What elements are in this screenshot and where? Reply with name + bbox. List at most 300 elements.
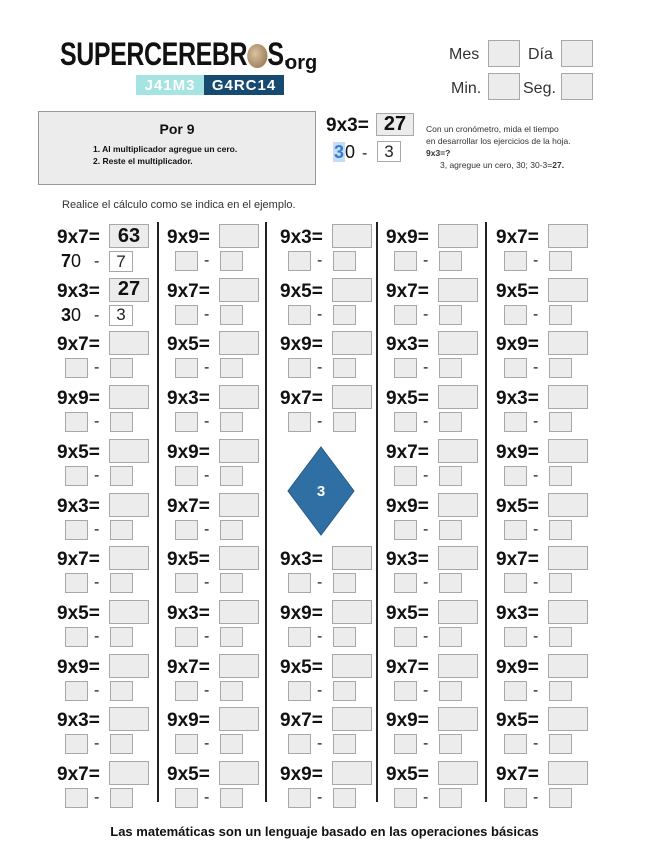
minus-sign: -	[204, 359, 210, 377]
subtract-box[interactable]	[220, 466, 243, 486]
exercise-expression: 9x7=	[386, 280, 429, 302]
exercise-expression: 9x5=	[496, 280, 539, 302]
example-digit: 3	[334, 142, 345, 162]
logo-text: SUPERCEREBR	[60, 36, 248, 72]
exercise-expression: 9x9=	[386, 710, 429, 732]
exercise-expression: 9x7=	[386, 441, 429, 463]
example-zero: 0	[345, 142, 356, 162]
number-box[interactable]	[504, 573, 527, 593]
exercise-expression: 9x3=	[280, 227, 323, 248]
exercise-expression: 9x7=	[496, 764, 539, 785]
answer-box[interactable]	[219, 331, 259, 355]
logo-text-end: S.	[267, 36, 291, 72]
example-expression: 9x3=	[326, 115, 369, 136]
answer-box[interactable]	[332, 654, 372, 678]
answer-box[interactable]	[548, 654, 588, 678]
minus-sign: -	[204, 574, 210, 592]
answer-box[interactable]	[332, 278, 372, 302]
number-box[interactable]	[288, 412, 311, 432]
minus-sign: -	[533, 627, 539, 645]
subtract-box[interactable]	[549, 681, 572, 701]
exercise-expression: 9x9=	[496, 441, 539, 463]
exercise-expression: 9x5=	[57, 602, 100, 624]
subtract-box[interactable]	[439, 734, 462, 754]
minus-sign: -	[204, 413, 210, 431]
answer-box[interactable]	[438, 654, 478, 678]
exercise-expression: 9x3=	[167, 602, 210, 624]
answer-box[interactable]	[219, 493, 259, 517]
seg-field[interactable]	[561, 73, 593, 100]
subtract-box[interactable]	[110, 573, 133, 593]
exercise-answer: 27	[109, 278, 149, 302]
answer-box[interactable]	[219, 707, 259, 731]
answer-box[interactable]	[219, 385, 259, 409]
answer-box[interactable]	[438, 278, 478, 302]
exercise-expression: 9x7=	[57, 334, 100, 356]
subtract-box[interactable]	[439, 573, 462, 593]
minus-sign: -	[204, 681, 210, 699]
number-box[interactable]	[394, 681, 417, 701]
minus-sign: -	[533, 359, 539, 377]
exercise-expression: 9x5=	[496, 495, 539, 517]
subtract-box[interactable]	[439, 412, 462, 432]
minus-sign: -	[533, 252, 539, 269]
number-box[interactable]	[504, 788, 527, 808]
subtract-box[interactable]	[220, 573, 243, 593]
exercise-expression: 9x5=	[280, 280, 323, 302]
subtract-box[interactable]	[110, 520, 133, 540]
minus-sign: -	[94, 735, 100, 753]
number-box[interactable]	[65, 520, 88, 540]
exercise-answer: 63	[109, 224, 149, 248]
number-box[interactable]	[175, 412, 198, 432]
subtract-box[interactable]	[220, 251, 243, 271]
exercise-expression: 9x9=	[57, 388, 100, 410]
number-box[interactable]	[175, 627, 198, 647]
subtract-box[interactable]	[333, 788, 356, 808]
number-box[interactable]	[394, 788, 417, 808]
answer-box[interactable]	[109, 761, 149, 785]
answer-box[interactable]	[219, 654, 259, 678]
subtract-box[interactable]	[333, 412, 356, 432]
subtract-box[interactable]	[439, 251, 462, 271]
number-box[interactable]	[504, 627, 527, 647]
minus-sign: -	[533, 681, 539, 699]
exercise-expression: 9x9=	[496, 656, 539, 678]
minus-sign: -	[204, 735, 210, 753]
number-box[interactable]	[175, 520, 198, 540]
worked-sub-box: 7	[109, 251, 133, 272]
number-box[interactable]	[288, 788, 311, 808]
exercise-expression: 9x3=	[57, 710, 100, 732]
subtract-box[interactable]	[439, 627, 462, 647]
subtract-box[interactable]	[439, 520, 462, 540]
answer-box[interactable]	[438, 331, 478, 355]
answer-box[interactable]	[332, 546, 372, 570]
minus-sign: -	[94, 574, 100, 592]
number-box[interactable]	[394, 251, 417, 271]
answer-box[interactable]	[109, 439, 149, 463]
note-line-2: en desarrollar los ejercicios de la hoja.	[426, 136, 571, 146]
answer-box[interactable]	[109, 385, 149, 409]
example-sub-box: 3	[377, 141, 401, 162]
answer-box[interactable]	[548, 707, 588, 731]
minus-sign: -	[533, 413, 539, 431]
answer-box[interactable]	[109, 600, 149, 624]
minus-sign: -	[533, 520, 539, 538]
exercise-expression: 9x9=	[280, 602, 323, 624]
minus-sign: -	[317, 627, 323, 645]
worked-number: 30	[61, 304, 82, 325]
exercise-expression: 9x7=	[57, 549, 100, 571]
minus-sign: -	[423, 413, 429, 431]
exercise-expression: 9x7=	[280, 710, 323, 732]
answer-box[interactable]	[438, 761, 478, 785]
number-box[interactable]	[288, 573, 311, 593]
minus-sign: -	[533, 574, 539, 592]
minus-sign: -	[204, 789, 210, 806]
footer-text: Las matemáticas son un lenguaje basado en las operaciones básicas	[110, 824, 539, 839]
answer-box[interactable]	[438, 385, 478, 409]
answer-box[interactable]	[332, 224, 372, 248]
number-box[interactable]	[288, 627, 311, 647]
exercise-expression: 9x7=	[167, 280, 210, 302]
logo-tag-right: G4RC14	[204, 75, 284, 95]
number-box[interactable]	[504, 520, 527, 540]
instructions-title: Por 9	[159, 121, 195, 137]
worked-number: 70	[61, 251, 82, 271]
exercise-expression: 9x9=	[167, 710, 210, 732]
number-box[interactable]	[394, 734, 417, 754]
answer-box[interactable]	[548, 600, 588, 624]
number-box[interactable]	[175, 573, 198, 593]
answer-box[interactable]	[438, 439, 478, 463]
exercise-expression: 9x7=	[496, 227, 539, 248]
answer-box[interactable]	[548, 761, 588, 785]
subtract-box[interactable]	[549, 573, 572, 593]
number-box[interactable]	[288, 734, 311, 754]
dia-label: Día	[528, 46, 553, 63]
minus-sign: -	[94, 306, 100, 324]
subtract-box[interactable]	[110, 627, 133, 647]
exercise-expression: 9x9=	[496, 334, 539, 356]
example-subtraction	[333, 142, 355, 163]
subtract-box[interactable]	[333, 358, 356, 378]
minus-sign: -	[94, 789, 100, 806]
answer-box[interactable]	[548, 493, 588, 517]
minus-sign: -	[317, 305, 323, 323]
number-box[interactable]	[175, 788, 198, 808]
number-box[interactable]	[65, 734, 88, 754]
minus-sign: -	[317, 252, 323, 269]
site-logo	[60, 36, 290, 73]
seg-label: Seg.	[523, 80, 556, 97]
number-box[interactable]	[504, 412, 527, 432]
number-box[interactable]	[175, 305, 198, 325]
number-box[interactable]	[394, 466, 417, 486]
answer-box[interactable]	[332, 761, 372, 785]
exercise-expression: 9x9=	[386, 495, 429, 517]
exercise-expression: 9x5=	[386, 388, 429, 410]
exercise-expression: 9x7=	[57, 227, 100, 248]
number-box[interactable]	[175, 734, 198, 754]
subtract-box[interactable]	[220, 788, 243, 808]
number-box[interactable]	[504, 358, 527, 378]
subtract-box[interactable]	[333, 305, 356, 325]
minus-sign: -	[94, 413, 100, 431]
subtract-box[interactable]	[549, 788, 572, 808]
minus-sign: -	[533, 466, 539, 484]
number-box[interactable]	[394, 627, 417, 647]
exercise-expression: 9x7=	[280, 388, 323, 410]
number-box[interactable]	[504, 466, 527, 486]
number-box[interactable]	[65, 627, 88, 647]
note-line-1: Con un cronómetro, mida el tiempo	[426, 124, 559, 134]
subtract-box[interactable]	[220, 520, 243, 540]
number-box[interactable]	[394, 573, 417, 593]
minus-sign: -	[533, 735, 539, 753]
exercise-expression: 9x7=	[386, 656, 429, 678]
dia-field[interactable]	[561, 40, 593, 67]
subtract-box[interactable]	[549, 734, 572, 754]
subtract-box[interactable]	[549, 466, 572, 486]
answer-box[interactable]	[219, 278, 259, 302]
subtract-box[interactable]	[439, 358, 462, 378]
exercise-expression: 9x3=	[167, 388, 210, 410]
number-box[interactable]	[504, 251, 527, 271]
minus-sign: -	[94, 627, 100, 645]
subtract-box[interactable]	[220, 358, 243, 378]
number-box[interactable]	[288, 251, 311, 271]
subtract-box[interactable]	[220, 412, 243, 432]
subtract-box[interactable]	[110, 734, 133, 754]
number-box[interactable]	[288, 681, 311, 701]
number-box[interactable]	[175, 681, 198, 701]
number-box[interactable]	[175, 251, 198, 271]
minus-sign: -	[317, 574, 323, 592]
minus-sign: -	[533, 305, 539, 323]
subtract-box[interactable]	[333, 734, 356, 754]
exercise-expression: 9x9=	[167, 227, 210, 248]
mes-field[interactable]	[488, 40, 520, 67]
exercise-expression: 9x3=	[496, 388, 539, 410]
answer-box[interactable]	[109, 331, 149, 355]
number-box[interactable]	[394, 520, 417, 540]
minus-sign: -	[423, 789, 429, 806]
subtract-box[interactable]	[220, 734, 243, 754]
exercise-expression: 9x9=	[386, 227, 429, 248]
exercise-expression: 9x5=	[167, 334, 210, 356]
answer-box[interactable]	[109, 707, 149, 731]
number-box[interactable]	[394, 412, 417, 432]
subtract-box[interactable]	[549, 627, 572, 647]
minus-sign: -	[204, 466, 210, 484]
minus-sign: -	[423, 574, 429, 592]
exercise-expression: 9x5=	[167, 764, 210, 785]
answer-box[interactable]	[219, 761, 259, 785]
answer-box[interactable]	[109, 654, 149, 678]
instructions-box	[38, 111, 316, 185]
note-line-3: 9x3=?	[426, 148, 451, 158]
subtract-box[interactable]	[439, 305, 462, 325]
brain-icon	[247, 44, 267, 68]
minus-sign: -	[204, 252, 210, 269]
subtract-box[interactable]	[549, 412, 572, 432]
column-divider	[485, 222, 487, 802]
number-box[interactable]	[288, 358, 311, 378]
minus-sign: -	[423, 466, 429, 484]
answer-box[interactable]	[219, 546, 259, 570]
minus-sign: -	[423, 735, 429, 753]
minus-sign: -	[423, 627, 429, 645]
subtract-box[interactable]	[333, 681, 356, 701]
logo-tag-left: J41M3	[136, 75, 204, 95]
column-divider	[265, 222, 267, 802]
exercise-expression: 9x9=	[167, 441, 210, 463]
exercise-expression: 9x5=	[57, 441, 100, 463]
minus-sign: -	[533, 789, 539, 806]
column-divider	[157, 222, 159, 802]
answer-box[interactable]	[438, 224, 478, 248]
minus-sign: -	[317, 681, 323, 699]
answer-box[interactable]	[332, 331, 372, 355]
number-box[interactable]	[504, 681, 527, 701]
exercise-expression: 9x5=	[167, 549, 210, 571]
exercise-expression: 9x3=	[386, 334, 429, 356]
minus-sign: -	[204, 627, 210, 645]
number-box[interactable]	[65, 358, 88, 378]
exercise-expression: 9x7=	[496, 549, 539, 571]
subtract-box[interactable]	[549, 305, 572, 325]
number-box[interactable]	[65, 573, 88, 593]
column-divider	[376, 222, 378, 802]
answer-box[interactable]	[438, 707, 478, 731]
exercise-expression: 9x5=	[280, 656, 323, 678]
minus-sign: -	[317, 789, 323, 806]
answer-box[interactable]	[332, 600, 372, 624]
minus-sign: -	[423, 359, 429, 377]
minus-sign: -	[94, 681, 100, 699]
subtract-box[interactable]	[110, 788, 133, 808]
subtract-box[interactable]	[110, 681, 133, 701]
number-box[interactable]	[65, 466, 88, 486]
minus-sign: -	[204, 305, 210, 323]
exercise-expression: 9x3=	[57, 280, 100, 302]
min-label: Min.	[451, 80, 482, 97]
minus-sign: -	[423, 681, 429, 699]
subtract-box[interactable]	[549, 251, 572, 271]
minus-sign: -	[423, 520, 429, 538]
exercise-expression: 9x9=	[57, 656, 100, 678]
subtract-box[interactable]	[439, 466, 462, 486]
example-minus: -	[362, 145, 368, 162]
prompt-text: Realice el cálculo como se indica en el ejemplo.	[62, 199, 296, 211]
exercise-expression: 9x3=	[386, 549, 429, 571]
diamond-label: 3	[316, 482, 326, 500]
number-box[interactable]	[394, 305, 417, 325]
answer-box[interactable]	[219, 439, 259, 463]
answer-box[interactable]	[438, 600, 478, 624]
worked-sub-box: 3	[109, 305, 133, 326]
minus-sign: -	[423, 252, 429, 269]
number-box[interactable]	[394, 358, 417, 378]
diamond-badge	[287, 446, 355, 536]
min-field[interactable]	[488, 73, 520, 100]
number-box[interactable]	[504, 734, 527, 754]
minus-sign: -	[204, 520, 210, 538]
minus-sign: -	[423, 305, 429, 323]
number-box[interactable]	[175, 358, 198, 378]
number-box[interactable]	[175, 466, 198, 486]
subtract-box[interactable]	[439, 788, 462, 808]
minus-sign: -	[94, 253, 100, 270]
answer-box[interactable]	[438, 493, 478, 517]
subtract-box[interactable]	[549, 358, 572, 378]
answer-box[interactable]	[332, 707, 372, 731]
answer-box[interactable]	[219, 600, 259, 624]
subtract-box[interactable]	[333, 573, 356, 593]
subtract-box[interactable]	[333, 627, 356, 647]
exercise-expression: 9x3=	[496, 602, 539, 624]
subtract-box[interactable]	[439, 681, 462, 701]
answer-box[interactable]	[548, 385, 588, 409]
number-box[interactable]	[65, 788, 88, 808]
exercise-expression: 9x7=	[167, 495, 210, 517]
example-answer: 27	[376, 113, 414, 136]
exercise-expression: 9x5=	[386, 602, 429, 624]
number-box[interactable]	[65, 681, 88, 701]
minus-sign: -	[317, 735, 323, 753]
exercise-expression: 9x9=	[280, 334, 323, 356]
minus-sign: -	[317, 359, 323, 377]
subtract-box[interactable]	[333, 251, 356, 271]
answer-box[interactable]	[548, 278, 588, 302]
number-box[interactable]	[504, 305, 527, 325]
answer-box[interactable]	[109, 546, 149, 570]
subtract-box[interactable]	[549, 520, 572, 540]
answer-box[interactable]	[548, 546, 588, 570]
exercise-expression: 9x5=	[496, 710, 539, 732]
subtract-box[interactable]	[220, 627, 243, 647]
answer-box[interactable]	[548, 224, 588, 248]
number-box[interactable]	[65, 412, 88, 432]
subtract-box[interactable]	[110, 466, 133, 486]
subtract-box[interactable]	[220, 681, 243, 701]
subtract-box[interactable]	[110, 358, 133, 378]
exercise-expression: 9x9=	[280, 764, 323, 785]
answer-box[interactable]	[332, 385, 372, 409]
answer-box[interactable]	[438, 546, 478, 570]
exercise-expression: 9x3=	[280, 549, 323, 571]
mes-label: Mes	[449, 46, 480, 63]
exercise-expression: 9x7=	[57, 764, 100, 785]
note-line-4: 3, agregue un cero, 30; 30-3=27.	[440, 160, 565, 170]
minus-sign: -	[94, 359, 100, 377]
exercise-expression: 9x7=	[167, 656, 210, 678]
minus-sign: -	[317, 413, 323, 431]
subtract-box[interactable]	[110, 412, 133, 432]
minus-sign: -	[94, 520, 100, 538]
answer-box[interactable]	[548, 331, 588, 355]
answer-box[interactable]	[548, 439, 588, 463]
answer-box[interactable]	[109, 493, 149, 517]
exercise-expression: 9x5=	[386, 764, 429, 785]
instructions-step-1: 1. Al multiplicador agregue un cero.	[93, 144, 238, 154]
answer-box[interactable]	[219, 224, 259, 248]
instructions-step-2: 2. Reste el multiplicador.	[93, 156, 193, 166]
subtract-box[interactable]	[220, 305, 243, 325]
number-box[interactable]	[288, 305, 311, 325]
